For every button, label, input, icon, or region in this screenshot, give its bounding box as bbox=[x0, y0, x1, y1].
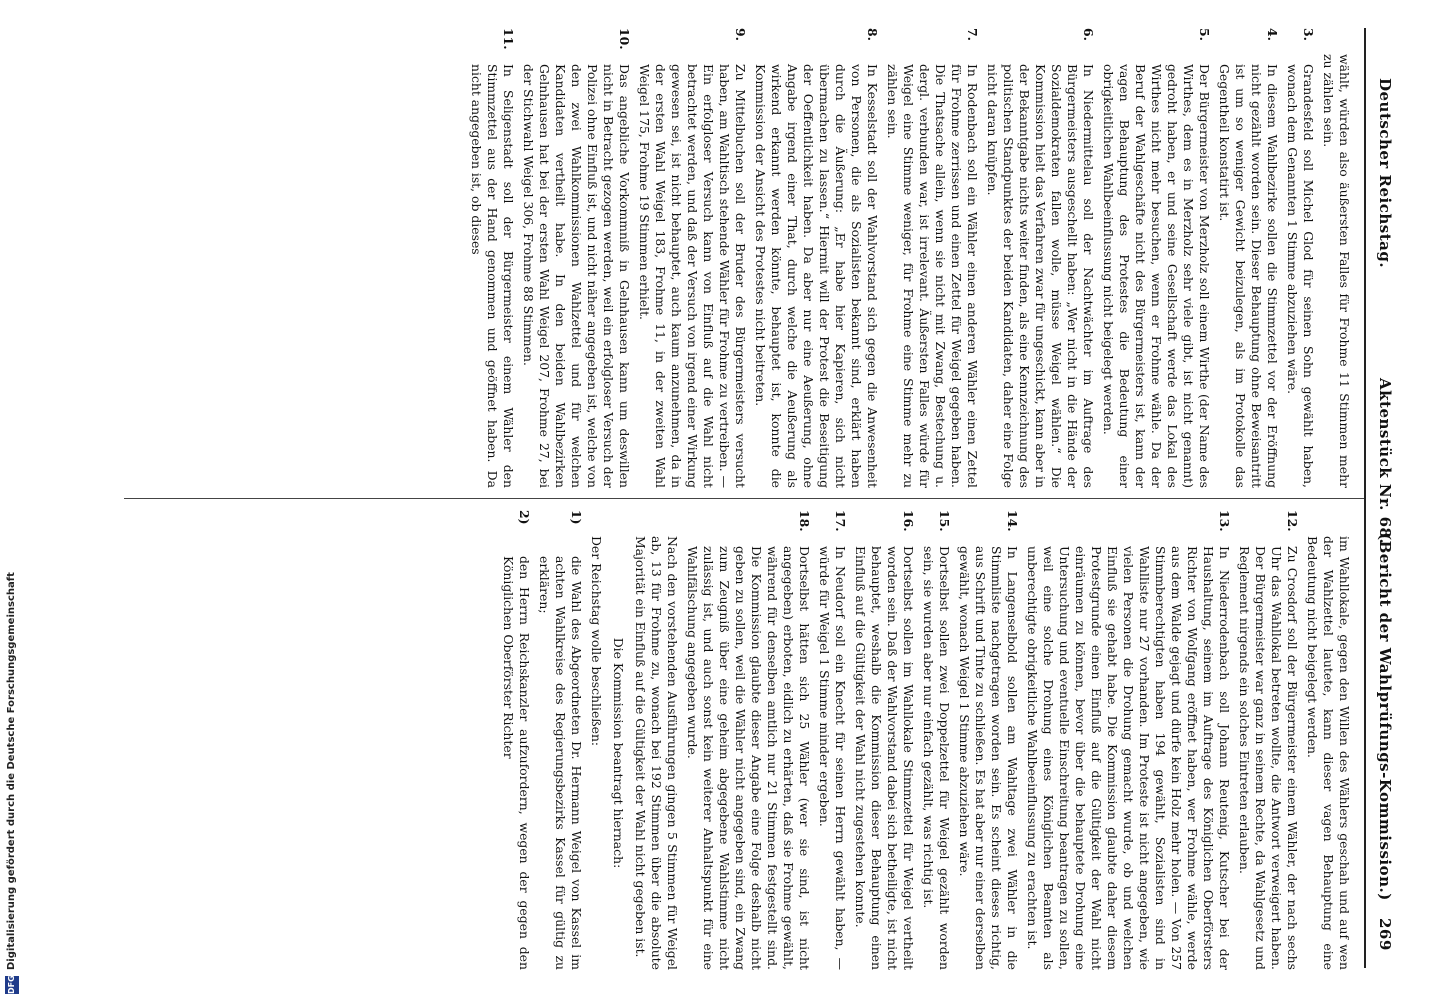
paragraph bbox=[984, 28, 1096, 488]
paragraph-number: 8. bbox=[865, 28, 880, 41]
header-document-number: Aktenstück Nr. 68. bbox=[1376, 378, 1394, 545]
header-rule bbox=[1364, 28, 1366, 968]
paragraph-text: Grandesfeld soll Michel Glod für seinen Sohn gewählt haben, wonach dem Genannten 1 Stimme abzuziehen wäre. bbox=[1285, 64, 1316, 488]
header-section-title: (Bericht der Wahlprüfungs-Kommission.) bbox=[1376, 533, 1394, 901]
paragraph-number: 12. bbox=[1285, 510, 1300, 532]
paragraph bbox=[1236, 510, 1300, 970]
paragraph-text: Der Reichstag wolle beschließen: bbox=[589, 536, 604, 747]
paragraph-text: In Langenselbold sollen am Wahltage zwei Wähler in die Stimmliste nachgetragen worden sein. Es scheint dieses richtig, aus Schrift und Tinte zu schließen. Es hat aber nur einer derselben gewählt, wonach Weigel 1 Stimme abzuziehen wäre. bbox=[957, 546, 1020, 970]
paragraph-number: 1) bbox=[569, 510, 584, 525]
rotated-document-page bbox=[0, 18, 1400, 978]
paragraph bbox=[956, 510, 1020, 970]
paragraph bbox=[884, 28, 980, 488]
paragraph-number: 10. bbox=[617, 28, 632, 50]
paragraph bbox=[1320, 28, 1352, 488]
paragraph bbox=[636, 28, 748, 488]
paragraph-number: 18. bbox=[797, 510, 812, 532]
paragraph-text: Dortselbst sollen zwei Doppelzettel für Weigel gezählt worden sein, sie wurden aber nur einfach gezählt, was richtig ist. bbox=[921, 546, 952, 970]
dfg-logo: DFG bbox=[5, 976, 19, 994]
paragraph bbox=[1284, 28, 1316, 488]
paragraph-number: 4. bbox=[1265, 28, 1280, 41]
paragraph bbox=[536, 510, 584, 970]
paragraph-number: 9. bbox=[733, 28, 748, 41]
paragraph bbox=[1100, 28, 1212, 488]
paragraph-text: Der Bürgermeister von Merzholz soll einem Wirthe (der Name des Wirthes, dem es in Merzholz sehr viele gibt, ist nicht genannt) gedroht haben, er und seine Gesellschaft werde das Lokal des Wirthes nicht mehr besuchen, wenn er Frohme wähle. Da der Beruf der Wahlgeschäfte nicht des Bürgermeisters ist, kann der vagen Behauptung des Protestes die Bedeutung einer obrigkeitlichen Wahlbeeinflussung nicht beigelegt werden. bbox=[1101, 64, 1212, 488]
paragraph-text: im Wahllokale, gegen den Willen des Wählers geschah und auf wen der Wahlzettel lautete, kann dieser vagen Behauptung eine Bedeutung nicht beigelegt werden. bbox=[1305, 536, 1352, 970]
paragraph-text: Nach den vorstehenden Ausführungen gingen 5 Stimmen für Weigel ab, 13 für Frohme zu, wonach bei 192 Stimmen über die absolute Majorität ein Einfluß auf die Gültigkeit der Wahl nicht gegeben ist. bbox=[633, 536, 680, 970]
paragraph-text: Das angebliche Vorkommniß in Gelnhausen kann um deswillen nicht in Betracht gezogen werden, weil ein erfolgloser Versuch der Polizei ohne Einfluß ist, und nicht näher angegeben ist, welche von den zwei Wahlkommissionen Wahlzettel und für welchen Kandidaten vertheilt habe. In den beiden Wahlbezirken Gelnhausen hat bei der ersten Wahl Weigel 207, Frohme 27, bei der Stichwahl Weigel 306, Frohme 88 Stimmen. bbox=[521, 64, 632, 488]
paragraph-number: 17. bbox=[833, 510, 848, 532]
paragraph-number: 5. bbox=[1197, 28, 1212, 41]
header-publication: Deutscher Reichstag. bbox=[1376, 78, 1394, 269]
paragraph-text: In Niederrodenbach soll Johann Reutenig, Kutscher bei der Haushaltung, seinem im Auftrage des Königlichen Oberförsters Richter von Wolfgang eröffnet haben, wer Frohme wähle, werde aus dem Walde gejagt und dürfe kein Holz mehr holen. — Von 257 Stimmberechtigten haben 194 gewählt, Sozialisten sind in Wahlliste nur 27 vorhanden. Im Proteste ist nicht angegeben, wie vielen Personen die Drohung gemacht wurde, ob und welchen Einfluß sie gehabt habe. Die Kommission glaubte daher diesem Protestgrunde einen Einfluß auf die Gültigkeit der Wahl nicht einräumen zu können, bevor über die behauptete Drohung eine Untersuchung und eventuelle Einschreitung beantragen zu sollen, weil eine solche Drohung eines Königlichen Beamten als unberechtigte obrigkeitliche Wahlbeeinflussung zu erachten ist. bbox=[1025, 546, 1232, 970]
paragraph-number: 3. bbox=[1301, 28, 1316, 41]
paragraph-number: 6. bbox=[1081, 28, 1096, 41]
paragraph bbox=[1216, 28, 1280, 488]
paragraph bbox=[684, 510, 812, 970]
paragraph-text: Dortselbst hätten sich 25 Wähler (wer sie sind, ist nicht angegeben) erboten, eidlich zu erhärten, daß sie Frohme gewählt, während für denselben amtlich nur 21 Stimmen festgestellt sind. Die Kommission glaubte dieser Angabe eine Folge deshalb nicht geben zu sollen, weil die Wähler nicht angegeben sind, ein Zwang zum Zeugniß über eine geheim abgegebene Wahlstimme nicht zulässig ist, und auch sonst kein weiterer Anhaltspunkt für eine Wahlfälschung angegeben wurde. bbox=[685, 546, 812, 970]
paragraph bbox=[852, 510, 916, 970]
paragraph-text: Die Kommission beantragt hiernach: bbox=[611, 637, 626, 869]
paragraph bbox=[610, 510, 626, 970]
paragraph-text: Dortselbst sollen im Wahllokale Stimmzettel für Weigel vertheilt worden sein. Daß der Wahlvorstand dabei sich betheiligte, ist nicht behauptet, weshalb die Kommission dieser Behauptung einen Einfluß auf die Gültigkeit der Wahl nicht zugestehen konnte. bbox=[853, 546, 916, 970]
paragraph bbox=[752, 28, 880, 488]
column-divider bbox=[124, 498, 1364, 499]
paragraph bbox=[588, 510, 604, 970]
attribution-text: Digitalisierung gefördert durch die Deutsche Forschungsgemeinschaft bbox=[6, 572, 17, 970]
paragraph-text: Zu Mittelbuchen soll der Bruder des Bürgermeisters versucht haben, am Wahltisch stehende Wähler für Frohme zu vertreiben. — Ein erfolgloser Versuch kann von Einfluß auf die Wahl nicht betrachtet werden, und daß der Versuch von irgend einer Wirkung gewesen sei, ist nicht behauptet, auch kaum anzunehmen, da in der ersten Wahl Weigel 183, Frohme 11, in der zweiten Wahl Weigel 175, Frohme 19 Stimmen erhielt. bbox=[637, 64, 748, 488]
paragraph bbox=[1304, 510, 1352, 970]
paragraph-text: Zu Crosdorf soll der Bürgermeister einem Wähler, der nach sechs Uhr das Wahllokal betreten wollte, die Antwort verweigert haben. Der Bürgermeister war ganz in seinem Rechte, da Wahlgesetz und Reglement nirgends ein solches Eintreten erlauben. bbox=[1237, 546, 1300, 970]
paragraph bbox=[468, 28, 516, 488]
paragraph-text: wählt, würden also äußersten Falles für Frohme 11 Stimmen mehr zu zählen sein. bbox=[1321, 54, 1352, 488]
right-text-column bbox=[496, 510, 1352, 970]
paragraph-text: die Wahl des Abgeordneten Dr. Hermann Weigel von Kassel im achten Wahlkreise des Regierungsbezirks Kassel für gültig zu erklären; bbox=[537, 556, 584, 970]
paragraph-number: 11. bbox=[501, 28, 516, 50]
page-header bbox=[1366, 18, 1400, 978]
paragraph-text: In Kesselstadt soll der Wahlvorstand sich gegen die Anwesenheit von Personen, die als Sozialisten bekannt sind, erklärt haben durch die Äußerung: „Er habe hier Kapieren, sich nicht übermachen zu lassen.“ Hiermit will der Protest die Beseitigung der Oeffentlichkeit haben. Da aber nur eine Aeußerung, ohne Angabe irgend einer That, durch welche die Aeußerung als wirkend erkannt werden könnte, behauptet ist, konnte die Kommission der Ansicht des Protestes nicht beitreten. bbox=[753, 64, 880, 488]
paragraph bbox=[632, 510, 680, 970]
paragraph-number: 7. bbox=[965, 28, 980, 41]
paragraph bbox=[520, 28, 632, 488]
paragraph-number: 14. bbox=[1005, 510, 1020, 532]
paragraph-text: den Herrn Reichskanzler aufzufordern, wegen der gegen den Königlichen Oberförster Richter bbox=[501, 556, 532, 970]
paragraph bbox=[920, 510, 952, 970]
paragraph-text: In Niedermittelau soll der Nachtwächter im Auftrage des Bürgermeisters ausgeschellt haben: „Wer nicht in die Hände der Sozialdemokraten fallen wolle, müsse Weigel wählen.“ Die Kommission hielt das Verfahren zwar für ungeschickt, kann aber in der Bekanntgabe nichts weiter finden, als eine Kennzeichnung des politischen Standpunktes der beiden Kandidaten, daher eine Folge nicht daran knüpfen. bbox=[985, 64, 1096, 488]
paragraph-text: In Rodenbach soll ein Wähler einen anderen Wähler einen Zettel für Frohme zerrissen und einen Zettel für Weigel gegeben haben. Die Thatsache allein, wenn sie nicht mit Zwang, Bestechung u. dergl. verbunden war, ist irrelevant. Äußersten Falles würde für Weigel eine Stimme weniger, für Frohme eine Stimme mehr zu zählen sein. bbox=[885, 64, 980, 488]
paragraph-number: 13. bbox=[1217, 510, 1232, 532]
paragraph-text: In Seligenstadt soll der Bürgermeister einem Wähler den Stimmzettel aus der Hand genommen und geöffnet haben. Da nicht angegeben ist, ob dieses bbox=[469, 64, 516, 488]
paragraph-text: In diesem Wahlbezirke sollen die Stimmzettel vor der Eröffnung nicht gezählt worden sein. Dieser Behauptung ohne Beweisantritt ist um so weniger Gewicht beizulegen, als im Protokolle das Gegentheil konstatirt ist. bbox=[1217, 64, 1280, 488]
paragraph-number: 16. bbox=[901, 510, 916, 532]
paragraph bbox=[500, 510, 532, 970]
paragraph-text: In Neudorf soll ein Knecht für seinen Herrn gewählt haben, — würde für Weigel 1 Stimme minder ergeben. bbox=[817, 546, 848, 970]
paragraph bbox=[816, 510, 848, 970]
page-number: 269 bbox=[1376, 918, 1394, 951]
digitization-attribution bbox=[3, 0, 23, 1000]
left-text-column bbox=[464, 28, 1352, 488]
paragraph-number: 2) bbox=[517, 510, 532, 525]
paragraph bbox=[1024, 510, 1232, 970]
paragraph-number: 15. bbox=[937, 510, 952, 532]
